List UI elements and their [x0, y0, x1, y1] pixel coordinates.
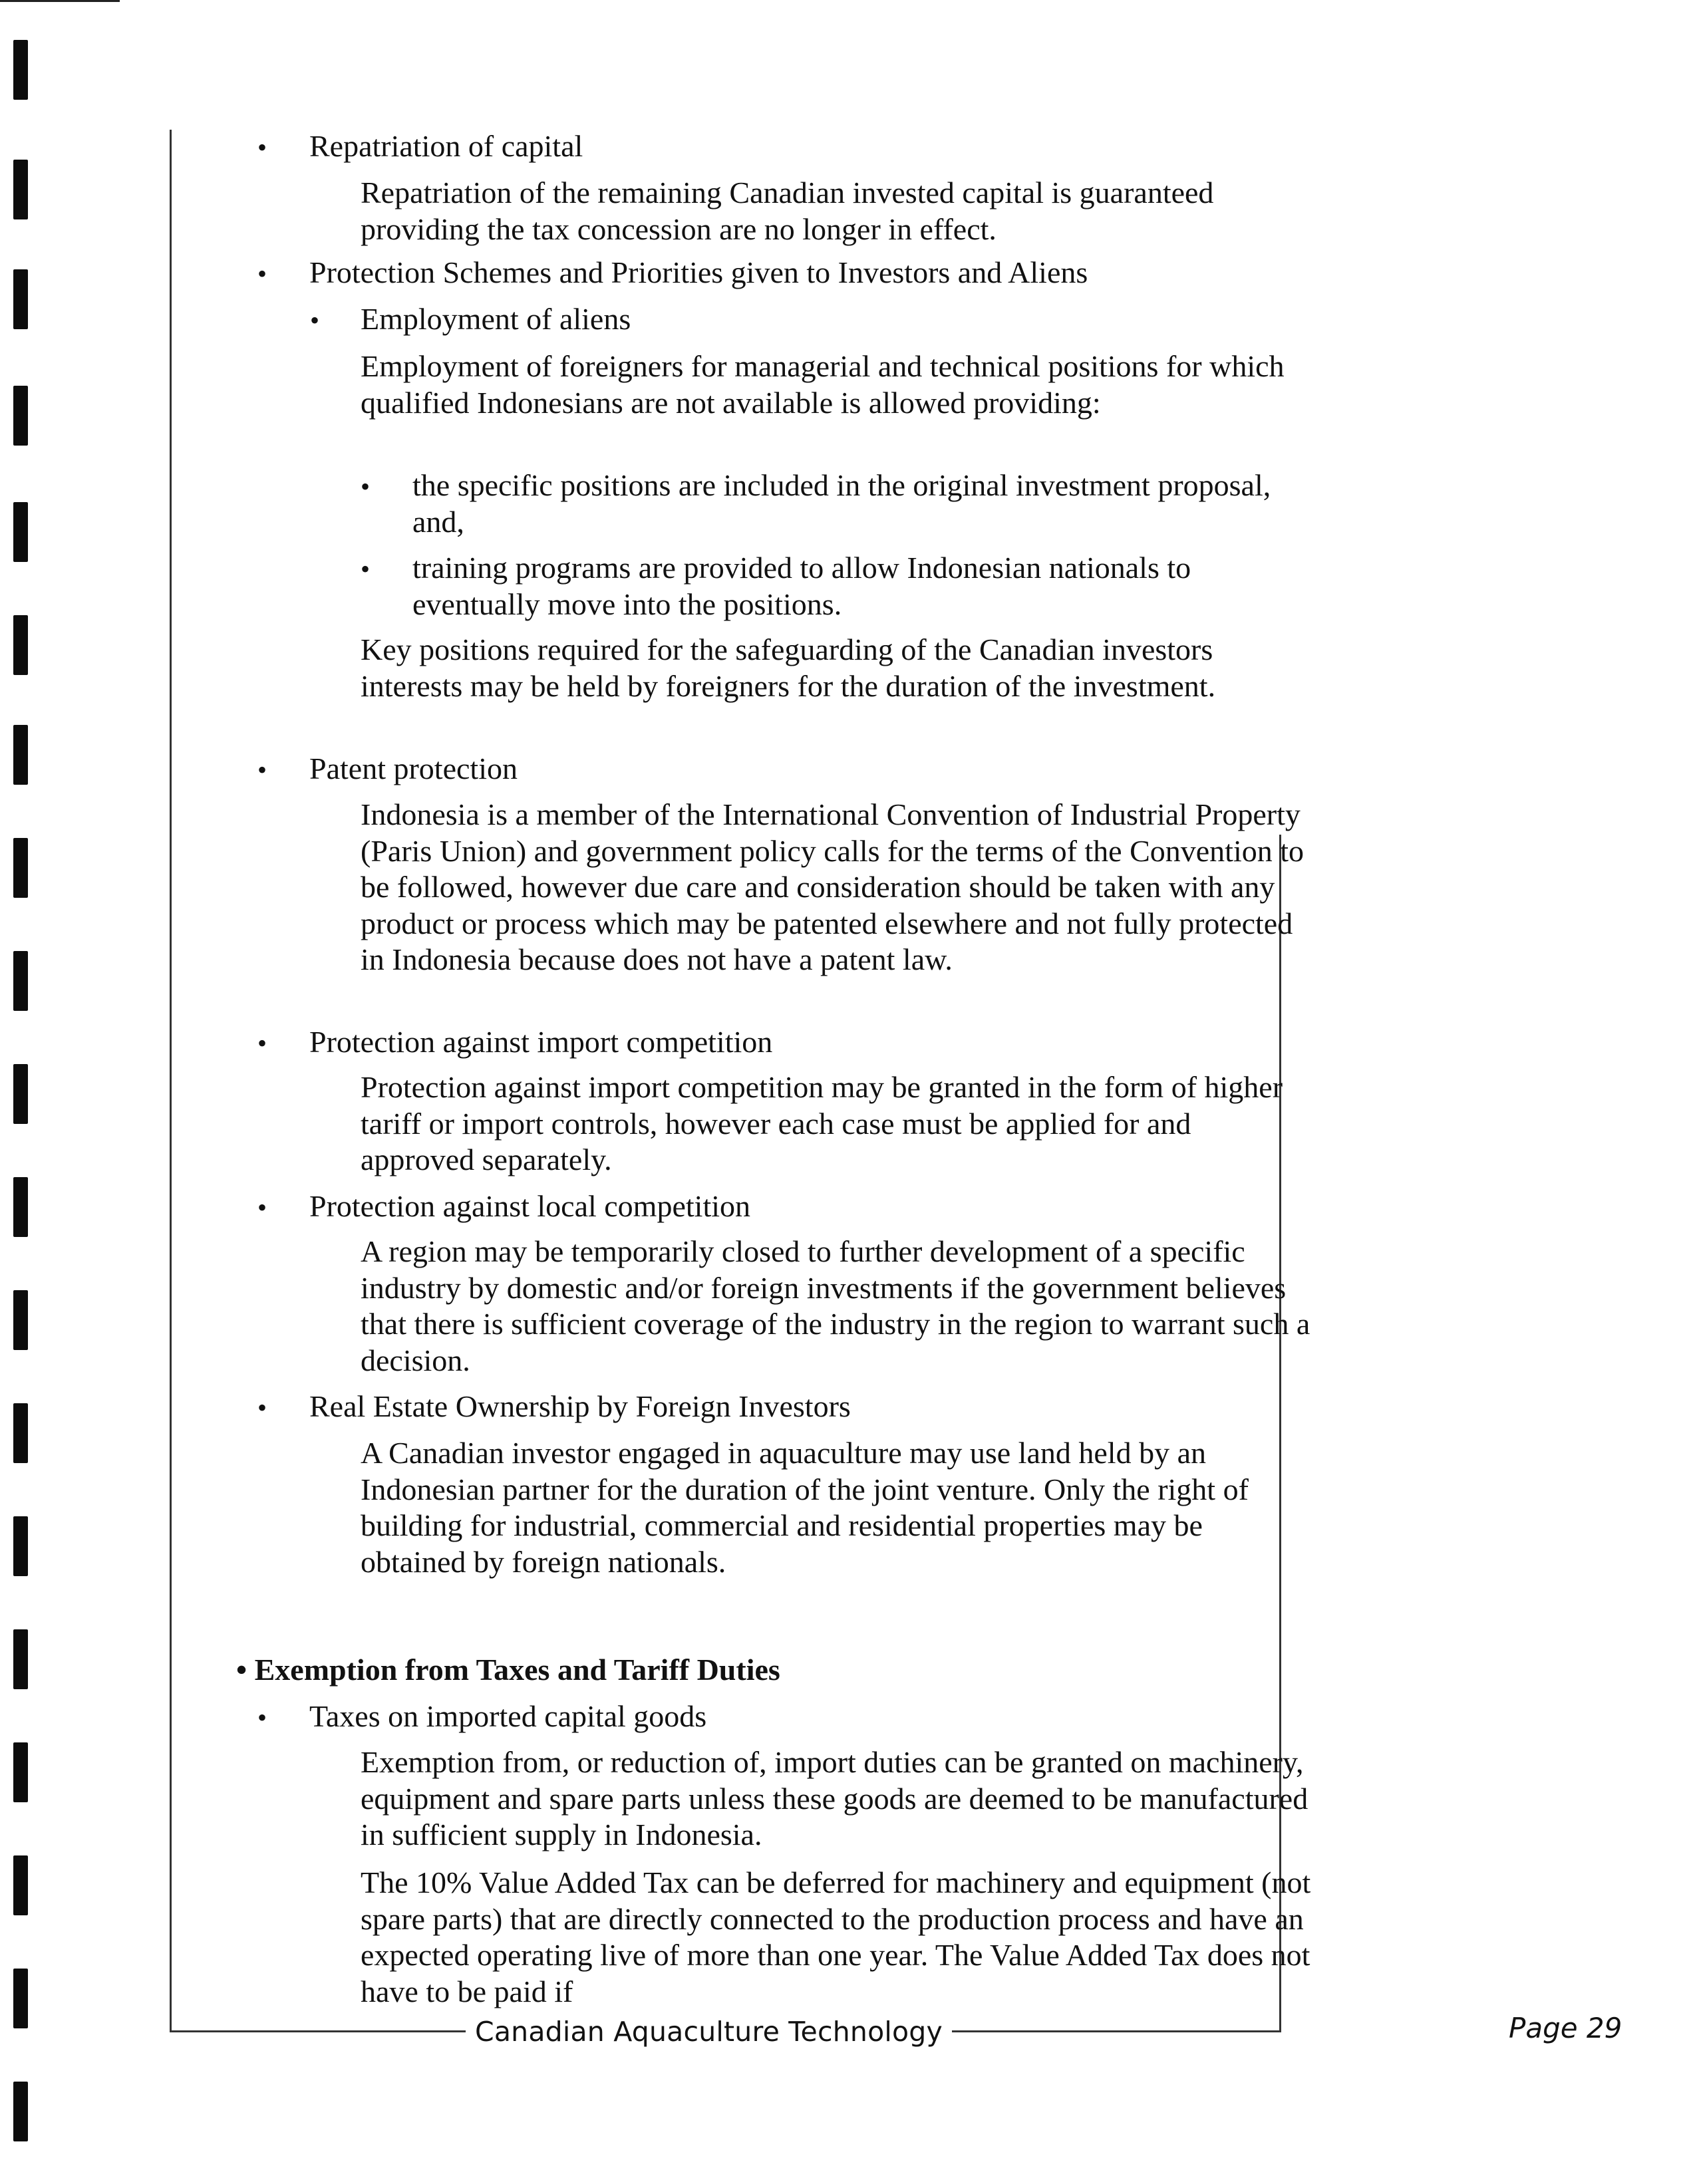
binding-mark	[13, 502, 28, 562]
binding-mark	[13, 615, 28, 675]
bullet-icon: •	[361, 554, 371, 584]
binding-mark	[13, 1290, 28, 1350]
bullet-icon: •	[361, 472, 371, 501]
binding-mark	[13, 386, 28, 446]
bullet-icon: •	[257, 1393, 267, 1423]
heading-employment: Employment of aliens	[361, 302, 631, 336]
binding-mark	[13, 1177, 28, 1237]
bullet-icon: •	[257, 755, 267, 785]
bullet-icon: •	[257, 259, 267, 289]
para-key-positions: Key positions required for the safeguarding of the Canadian investors interests may be held by foreigners for the duration of the investment.	[361, 632, 1216, 703]
binding-mark	[13, 1064, 28, 1124]
binding-mark	[13, 1516, 28, 1576]
bullet-icon: •	[257, 1028, 267, 1058]
heading-capital-goods: Taxes on imported capital goods	[309, 1699, 707, 1733]
para-repatriation: Repatriation of the remaining Canadian invested capital is guaranteed providing the tax concession are no longer in effect.	[361, 176, 1214, 246]
heading-patent: Patent protection	[309, 751, 518, 785]
bullet-icon: •	[257, 1703, 267, 1732]
heading-repatriation: Repatriation of capital	[309, 129, 583, 163]
para-patent: Indonesia is a member of the International Convention of Industrial Property (Paris Union) and government policy calls for the terms of the Convention to be followed, however due care and consideration should be taken with any product or process which may be patented elsewhere and not fully protected in Indonesia because does not have a patent law.	[361, 797, 1305, 976]
binding-mark	[13, 1855, 28, 1915]
binding-mark	[13, 838, 28, 898]
para-import: Protection against import competition may be granted in the form of higher tariff or import controls, however each case must be applied for and approved separately.	[361, 1070, 1283, 1176]
bullet-icon: •	[257, 1192, 267, 1222]
binding-mark	[13, 1742, 28, 1802]
heading-import: Protection against import competition	[309, 1025, 773, 1059]
binding-mark	[13, 1969, 28, 2028]
binding-mark	[13, 160, 28, 219]
heading-protection-schemes: Protection Schemes and Priorities given to Investors and Aliens	[309, 255, 1088, 289]
para-real-estate: A Canadian investor engaged in aquaculture may use land held by an Indonesian partner for the duration of the joint venture. Only the right of building for industrial, commercial and residential properties may be obtained by foreign nationals.	[361, 1436, 1249, 1579]
binding-mark	[13, 40, 28, 100]
binding-mark	[13, 1403, 28, 1463]
bullet-icon: •	[310, 305, 320, 335]
binding-mark	[13, 951, 28, 1011]
binding-marks	[0, 0, 53, 2184]
para-local: A region may be temporarily closed to further development of a specific industry by domestic and/or foreign investments if the government believes that there is sufficient coverage of the industry in the region to warrant such a decision.	[361, 1234, 1310, 1377]
binding-mark	[13, 725, 28, 785]
list-item: training programs are provided to allow Indonesian nationals to eventually move into the positions.	[412, 551, 1191, 621]
binding-mark	[13, 269, 28, 329]
list-item: the specific positions are included in the original investment proposal, and,	[412, 468, 1271, 539]
binding-mark	[13, 1629, 28, 1689]
bullet-icon: •	[257, 132, 267, 162]
para-employment: Employment of foreigners for managerial and technical positions for which qualified Indonesians are not available is allowed providing:	[361, 349, 1285, 420]
para-vat: The 10% Value Added Tax can be deferred for machinery and equipment (not spare parts) that are directly connected to the production process and have an expected operating live of more than one year. The Value Added Tax does not have to be paid if	[361, 1865, 1311, 2008]
binding-mark	[13, 2082, 28, 2141]
section-heading-exemption: • Exemption from Taxes and Tariff Duties	[236, 1653, 780, 1687]
footer-title: Canadian Aquaculture Technology	[466, 2012, 952, 2052]
heading-real-estate: Real Estate Ownership by Foreign Investors	[309, 1389, 851, 1423]
para-capital-goods: Exemption from, or reduction of, import duties can be granted on machinery, equipment and spare parts unless these goods are deemed to be manufactured in sufficient supply in Indonesia.	[361, 1745, 1308, 1851]
page-number: Page 29	[1509, 2012, 1622, 2044]
frame-left-line	[170, 130, 172, 2032]
heading-local: Protection against local competition	[309, 1189, 751, 1223]
